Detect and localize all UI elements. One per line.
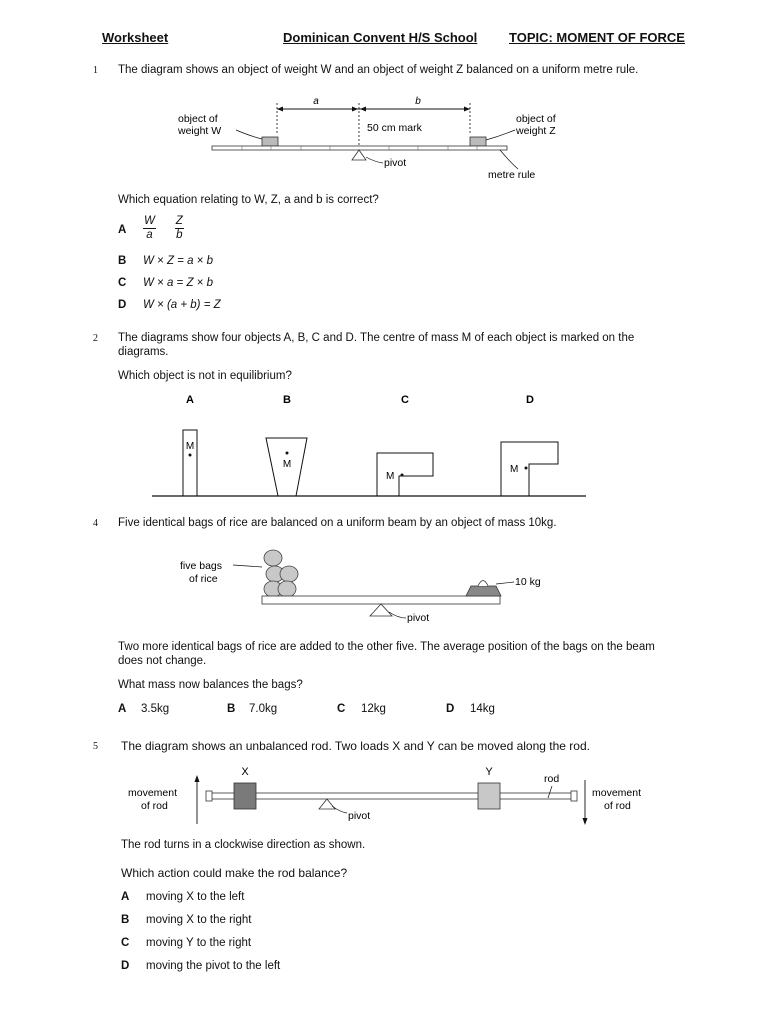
label-movement-right-1: movement (592, 787, 642, 799)
question-2-prompt: Which object is not in equilibrium? (118, 370, 292, 382)
q5-option-b-letter: B (121, 914, 130, 926)
frac-a-den: a (146, 229, 153, 241)
q5-option-d-text: moving the pivot to the left (146, 960, 281, 972)
question-5-text: The diagram shows an unbalanced rod. Two loads X and Y can be moved along the rod. (121, 739, 590, 753)
q1-option-c-letter: C (118, 277, 127, 289)
mass-10kg-handle (478, 581, 488, 587)
question-4-text: Five identical bags of rice are balanced on a uniform beam by an object of mass 10kg. (118, 517, 557, 529)
q4-option-b-text: 7.0kg (249, 703, 278, 715)
weight-z-block (470, 137, 486, 146)
object-b-centre-of-mass (286, 452, 289, 455)
label-weight-z-1: object of (516, 113, 556, 125)
question-5-number: 5 (93, 741, 98, 752)
rod-right-end (571, 791, 577, 801)
q4-option-c-letter: C (337, 703, 346, 715)
question-2-text: The diagrams show four objects A, B, C and D. The centre of mass M of each object is marked on the diagrams. (118, 332, 635, 358)
frac-b-den: b (176, 229, 183, 241)
object-b-m-label: M (282, 459, 292, 470)
object-d-label: D (526, 394, 534, 406)
frac-z-num: Z (175, 215, 183, 227)
q1-option-d-text: W × (a + b) = Z (143, 299, 221, 311)
label-rod: rod (544, 773, 560, 785)
rod (211, 793, 573, 799)
q4-option-c-text: 12kg (361, 703, 386, 715)
q1-diagram (170, 92, 570, 184)
q4-option-a-text: 3.5kg (141, 703, 170, 715)
q4-option-d-letter: D (446, 703, 455, 715)
load-x (234, 783, 256, 809)
label-a: a (313, 96, 319, 107)
label-b: b (415, 96, 421, 107)
label-50cm-mark: 50 cm mark (367, 122, 422, 134)
q4-option-d-text: 14kg (470, 703, 495, 715)
label-five-bags-1: five bags (180, 560, 223, 572)
question-5-text-2: The rod turns in a clockwise direction as shown. (121, 839, 366, 851)
object-a-label: A (186, 394, 194, 406)
pivot-triangle (352, 150, 366, 160)
q4-diagram (176, 542, 556, 628)
question-1-prompt: Which equation relating to W, Z, a and b is correct? (118, 194, 379, 206)
q1-option-a-letter: A (118, 224, 127, 236)
object-a-centre-of-mass (189, 454, 192, 457)
header-topic: TOPIC: MOMENT OF FORCE (509, 30, 685, 45)
question-2-number: 2 (93, 333, 98, 344)
uniform-beam (262, 596, 500, 604)
pivot-triangle-q4 (370, 604, 392, 616)
frac-w-num: W (144, 215, 155, 227)
label-pivot-q1: pivot (384, 157, 407, 169)
label-weight-z-2: weight Z (516, 125, 556, 137)
q4-option-a-letter: A (118, 703, 127, 715)
q5-diagram (122, 758, 662, 828)
header-school: Dominican Convent H/S School (283, 30, 478, 45)
q1-option-b-text: W × Z = a × b (143, 255, 213, 267)
rod-left-end (206, 791, 212, 801)
label-movement-left-2: of rod (141, 800, 168, 812)
question-4-text-2: Two more identical bags of rice are added to the other five. The average position of the bags on the beam does not change. (118, 641, 655, 667)
rice-bags (264, 550, 298, 597)
q1-option-d-letter: D (118, 299, 127, 311)
q1-option-c-text: W × a = Z × b (143, 277, 213, 289)
q5-option-c-text: moving Y to the right (146, 937, 252, 949)
q1-option-b-letter: B (118, 255, 127, 267)
label-movement-right-2: of rod (604, 800, 631, 812)
mass-10kg-body (466, 586, 501, 596)
q5-option-d-letter: D (121, 960, 130, 972)
q4-option-b-letter: B (227, 703, 236, 715)
weight-w-block (262, 137, 278, 146)
question-1-number: 1 (93, 65, 98, 76)
label-pivot-q5: pivot (348, 810, 371, 822)
label-load-x: X (241, 766, 249, 778)
q5-option-b-text: moving X to the right (146, 914, 252, 926)
label-five-bags-2: of rice (189, 573, 218, 585)
q2-diagram (148, 390, 588, 502)
q1-option-a-equation (143, 215, 184, 243)
object-a-m-label: M (185, 441, 195, 452)
question-5-prompt: Which action could make the rod balance? (121, 866, 348, 880)
question-4-number: 4 (93, 518, 98, 529)
q5-option-c-letter: C (121, 937, 130, 949)
label-10kg: 10 kg (515, 576, 541, 588)
object-d-m-label: M (510, 464, 519, 475)
object-b-label: B (283, 394, 291, 406)
question-1-text: The diagram shows an object of weight W and an object of weight Z balanced on a uniform metre rule. (118, 64, 639, 76)
question-4-prompt: What mass now balances the bags? (118, 679, 303, 691)
q5-option-a-letter: A (121, 891, 130, 903)
load-y (478, 783, 500, 809)
label-load-y: Y (485, 766, 493, 778)
pivot-triangle-q5 (319, 799, 335, 809)
label-weight-w-1: object of (178, 113, 218, 125)
label-movement-left-1: movement (128, 787, 178, 799)
object-d-centre-of-mass (525, 467, 528, 470)
object-c-centre-of-mass (401, 474, 404, 477)
header-worksheet: Worksheet (102, 30, 169, 45)
label-weight-w-2: weight W (178, 125, 222, 137)
q5-option-a-text: moving X to the left (146, 891, 245, 903)
object-c-m-label: M (386, 471, 395, 482)
label-pivot-q4: pivot (407, 612, 430, 624)
object-c-label: C (401, 394, 409, 406)
metre-rule (212, 146, 507, 150)
label-metre-rule: metre rule (488, 169, 536, 181)
object-a-shape (183, 430, 197, 496)
